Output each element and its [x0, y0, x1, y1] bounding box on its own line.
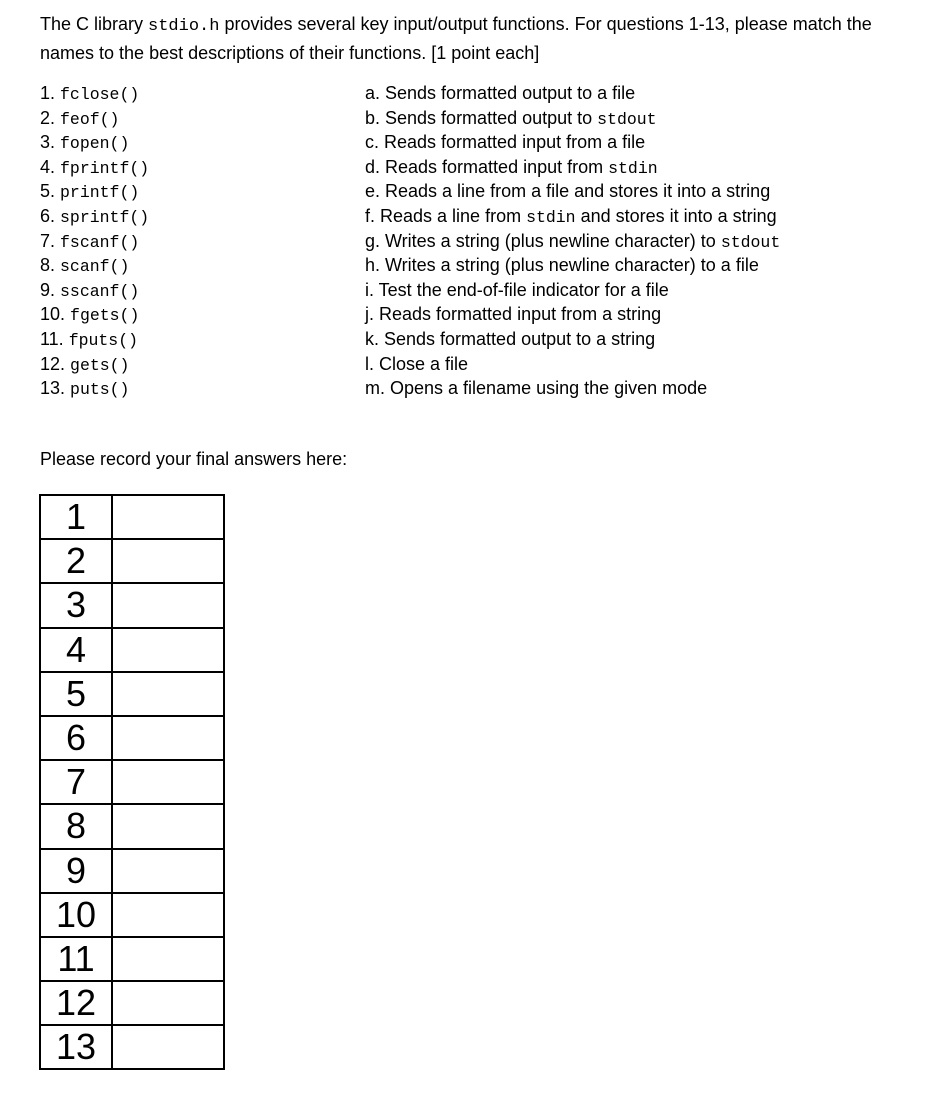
- description-item: [365, 229, 925, 254]
- answer-cell[interactable]: [112, 849, 224, 893]
- function-item: [40, 376, 340, 401]
- function-item: [40, 130, 340, 155]
- record-answers-label: Please record your final answers here:: [40, 449, 348, 469]
- answer-number: 11: [40, 937, 112, 981]
- answer-cell[interactable]: [112, 760, 224, 804]
- description-item: [365, 376, 925, 401]
- answer-row: [40, 539, 224, 583]
- answer-cell[interactable]: [112, 539, 224, 583]
- answer-number: 8: [40, 804, 112, 848]
- answer-cell[interactable]: [112, 672, 224, 716]
- description-text: l. Close a file: [365, 353, 469, 374]
- answer-number: 7: [40, 760, 112, 804]
- function-number: 11.: [40, 328, 64, 349]
- description-text: i. Test the end-of-file indicator for a file: [365, 279, 669, 300]
- function-name: sscanf(): [60, 281, 140, 301]
- instructions-paragraph: [40, 11, 920, 66]
- function-item: [40, 179, 340, 204]
- function-number: 12.: [40, 353, 66, 374]
- answer-row: [40, 1025, 224, 1069]
- function-item: [40, 81, 340, 106]
- answer-row: [40, 981, 224, 1025]
- description-item: [365, 352, 925, 377]
- function-name: printf(): [60, 183, 140, 203]
- function-item: [40, 302, 340, 327]
- answer-cell[interactable]: [112, 716, 224, 760]
- description-item: [365, 179, 925, 204]
- answer-number: 12: [40, 981, 112, 1025]
- function-item: [40, 278, 340, 303]
- description-code: stdin: [526, 207, 576, 227]
- function-name: gets(): [70, 355, 130, 375]
- function-name: scanf(): [60, 257, 130, 277]
- answer-row: [40, 804, 224, 848]
- function-number: 8.: [40, 255, 56, 276]
- intro-text-2: provides several key input/output functions. For questions 1-13, please match the names to the best descriptions of their functions. [1 point each]: [40, 14, 872, 63]
- function-name: fopen(): [60, 134, 130, 154]
- answer-row: [40, 716, 224, 760]
- function-item: [40, 155, 340, 180]
- answer-row: [40, 628, 224, 672]
- function-name: fclose(): [60, 85, 140, 104]
- function-number: 6.: [40, 205, 56, 226]
- answer-number: 5: [40, 672, 112, 716]
- answer-number: 13: [40, 1025, 112, 1069]
- function-name: fputs(): [68, 330, 139, 350]
- intro-text-1: The C library: [40, 14, 149, 34]
- answer-row: [40, 937, 224, 981]
- function-number: 5.: [40, 181, 56, 202]
- description-text: g. Writes a string (plus newline character) to: [365, 230, 721, 251]
- description-text: m. Opens a filename using the given mode: [365, 378, 708, 399]
- answer-number: 10: [40, 893, 112, 937]
- function-number: 9.: [40, 279, 56, 300]
- description-text: e. Reads a line from a file and stores it into a string: [365, 181, 771, 202]
- answer-number: 4: [40, 628, 112, 672]
- description-item: [365, 204, 925, 229]
- function-number: 10.: [40, 304, 66, 325]
- answer-cell[interactable]: [112, 804, 224, 848]
- description-item: [365, 327, 925, 352]
- function-number: 3.: [40, 132, 56, 153]
- description-text: f. Reads a line from: [365, 205, 527, 226]
- function-number: 4.: [40, 156, 56, 177]
- function-name: fscanf(): [60, 232, 140, 252]
- description-item: [365, 81, 925, 106]
- answer-number: 3: [40, 583, 112, 627]
- description-text: j. Reads formatted input from a string: [365, 304, 662, 325]
- answer-row: [40, 672, 224, 716]
- function-name: fprintf(): [60, 158, 150, 178]
- answer-number: 1: [40, 495, 112, 539]
- intro-code-stdio: stdio.h: [148, 17, 220, 36]
- function-name: sprintf(): [60, 207, 150, 227]
- function-name: puts(): [70, 380, 130, 400]
- description-text: d. Reads formatted input from: [365, 156, 609, 177]
- function-item: [40, 106, 340, 131]
- description-text: h. Writes a string (plus newline character) to a file: [365, 255, 759, 276]
- description-item: [365, 155, 925, 180]
- function-number: 2.: [40, 107, 56, 128]
- answer-row: [40, 583, 224, 627]
- answer-row: [40, 849, 224, 893]
- function-item: [40, 352, 340, 377]
- answer-number: 6: [40, 716, 112, 760]
- answer-number: 9: [40, 849, 112, 893]
- answer-cell[interactable]: [112, 495, 224, 539]
- description-text: b. Sends formatted output to: [365, 107, 598, 128]
- description-code: stdin: [608, 158, 658, 178]
- description-item: [365, 130, 925, 155]
- descriptions-list: [365, 81, 925, 401]
- description-item: [365, 253, 925, 278]
- answer-row: [40, 495, 224, 539]
- description-tail: and stores it into a string: [575, 205, 777, 226]
- answer-cell[interactable]: [112, 893, 224, 937]
- description-item: [365, 278, 925, 303]
- function-name: feof(): [60, 109, 120, 129]
- answer-cell[interactable]: [112, 628, 224, 672]
- description-code: stdout: [597, 109, 657, 129]
- function-item: [40, 327, 340, 352]
- function-item: [40, 229, 340, 254]
- answer-cell[interactable]: [112, 583, 224, 627]
- function-item: [40, 253, 340, 278]
- function-number: 13.: [40, 378, 66, 399]
- description-item: [365, 302, 925, 327]
- function-number: 1.: [40, 83, 56, 103]
- answer-number: 2: [40, 539, 112, 583]
- answer-row: [40, 760, 224, 804]
- answer-cell[interactable]: [112, 937, 224, 981]
- description-text: a. Sends formatted output to a file: [365, 83, 636, 103]
- description-code: stdout: [720, 232, 781, 252]
- function-item: [40, 204, 340, 229]
- function-number: 7.: [40, 230, 56, 251]
- answer-cell[interactable]: [112, 981, 224, 1025]
- function-name: fgets(): [70, 306, 140, 326]
- description-item: [365, 106, 925, 131]
- description-text: k. Sends formatted output to a string: [365, 328, 656, 349]
- answer-cell[interactable]: [112, 1025, 224, 1069]
- description-text: c. Reads formatted input from a file: [365, 132, 646, 153]
- answer-table: [39, 494, 225, 1070]
- answer-row: [40, 893, 224, 937]
- function-names-list: [40, 81, 340, 401]
